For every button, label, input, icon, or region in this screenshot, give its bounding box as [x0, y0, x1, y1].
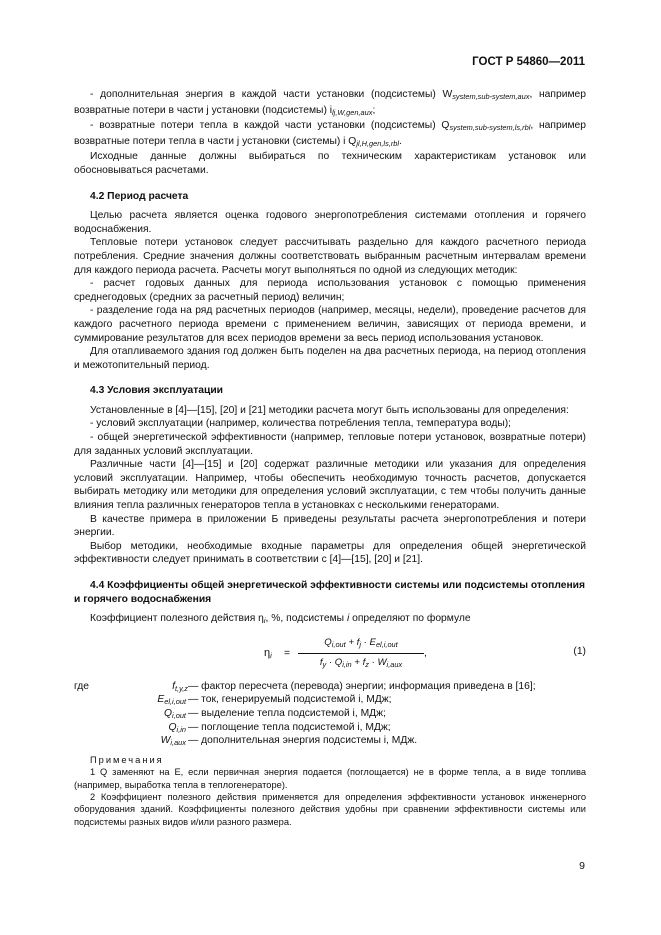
definition-row: где $f_{t,y,z}$ — фактор пересчета (перевода) энергии; информация приведена в [16];: [74, 680, 536, 693]
s42-paragraph: Целью расчета является оценка годового энергопотребления системами отопления и горячего водоснабжения.: [74, 210, 586, 235]
intro-paragraph-3: Исходные данные должны выбираться по техническим характеристикам установок или обосновываться расчетами.: [74, 151, 586, 176]
s42-paragraph: - расчет годовых данных для периода использования установок с помощью применения среднегодовых (средних за расчетный период) величин;: [74, 278, 586, 303]
s43-paragraph: Установленные в [4]—[15], [20] и [21] методики расчета могут быть использованы для определения:: [90, 404, 569, 416]
page-number: 9: [579, 860, 585, 872]
intro-paragraph-1: - дополнительная энергия в каждой части установки (подсистемы) $W_{system,sub-system,aux}$, например возвратные потери в части j установки (подсистемы) $i_{lj,W,gen,aux}$;: [74, 89, 586, 117]
s43-paragraph: Различные части [4]—[15] и [20] содержат различные методики или указания для определения условий эксплуатации. Например, чтобы обеспечить необходимую точность расчетов, допускается выбирать методику или методики для определения условий эксплуатации, с тем чтобы получить данные влияния тепла различных генераторов тепла в установках с несколькими генераторами.: [74, 459, 586, 512]
standard-header: ГОСТ Р 54860—2011: [472, 56, 585, 68]
notes-title: Примечания: [90, 754, 164, 765]
section-4-3-title: 4.3 Условия эксплуатации: [90, 385, 224, 397]
formula-numerator: $Q_{i,out} + f_j \cdot E_{el,i,out}$: [298, 636, 424, 655]
page-content: [74, 88, 586, 828]
formula-number: (1): [573, 645, 586, 657]
s42-paragraph: Тепловые потери установок следует рассчитывать раздельно для каждого расчетного периода потребления. Средние значения должны соответствовать выбранным расчетным интервалам времени для каждого периода расчета. Расчеты могут выполняться по одной из следующих методик:: [74, 237, 586, 276]
s43-paragraph: Выбор методики, необходимые входные параметры для определения общей энергетической эффективности следует принимать в соответствии с [4]—[15], [20] и [21].: [74, 540, 586, 566]
s43-paragraph: - общей энергетической эффективности (например, тепловые потери установок, возвратные потери) для заданных условий эксплуатации.: [74, 432, 586, 457]
formula-denominator: $f_y \cdot Q_{i,in} + f_z \cdot W_{i,aux}$: [319, 657, 403, 670]
formula-fraction: [298, 636, 424, 672]
s42-paragraph: Для отапливаемого здания год должен быть поделен на два расчетных периода, на период отопления и межотопительный период.: [74, 346, 586, 371]
symbol-definitions: [74, 680, 586, 748]
note-item: 1 Q заменяют на E, если первичная энергия подается (поглощается) не в форме тепла, а в виде топлива (например, выработка тепла в теплогенераторе).: [74, 767, 586, 790]
definition-row: $W_{i,aux}$ — дополнительная энергия подсистемы i, МДж.: [160, 735, 418, 748]
s43-paragraph: В качестве примера в приложении Б приведены результаты расчета энергопотребления и потери энергии.: [74, 513, 586, 539]
definition-row: $Q_{i,in}$ — поглощение тепла подсистемой i, МДж;: [168, 721, 391, 734]
s44-paragraph: Коэффициент полезного действия $\eta_i$, %, подсистемы i определяют по формуле: [90, 613, 471, 626]
s42-paragraph: - разделение года на ряд расчетных периодов (например, месяцы, недели), проведение расчетов для каждого расчетного периода времени с применением величин, зависящих от периода времени, и суммирование результатов для всех периодов времени за весь период использования установок.: [74, 305, 586, 344]
section-4-2-title: 4.2 Период расчета: [90, 190, 189, 202]
note-item: 2 Коэффициент полезного действия применяется для определения эффективности установок инженерного оборудования зданий. Коэффициенты полезного действия удобны при сравнении эффективности системы или подсистемы разных видов и/или разного размера.: [74, 791, 586, 827]
notes-block: [74, 754, 586, 828]
intro-paragraph-2: - возвратные потери тепла в каждой части установки (подсистемы) $Q_{system,sub-system,ls,rbl}$, например возвратные потери тепла в части j установки (системы) i $Q_{jl,H,gen,ls,rbl}$.: [74, 120, 586, 148]
definition-row: $E_{el,i,out}$ — ток, генерируемый подсистемой i, МДж;: [157, 694, 392, 707]
formula-lhs: $\eta_i$: [264, 646, 272, 660]
formula-1: $\eta_i$ = $Q_{i,out} + f_j \cdot E_{el,i,out}$ $f_y \cdot Q_{i,in} + f_z \cdot W_{i,aux}$ , (1): [74, 632, 586, 678]
definition-row: $Q_{i,out}$ — выделение тепла подсистемой i, МДж;: [164, 707, 386, 720]
s43-paragraph: - условий эксплуатации (например, количества потребления тепла, температура воды);: [90, 418, 512, 430]
formula-equals: =: [284, 647, 291, 659]
section-4-4-title: 4.4 Коэффициенты общей энергетической эффективности системы или подсистемы отопления и горячего водоснабжения: [74, 580, 586, 605]
